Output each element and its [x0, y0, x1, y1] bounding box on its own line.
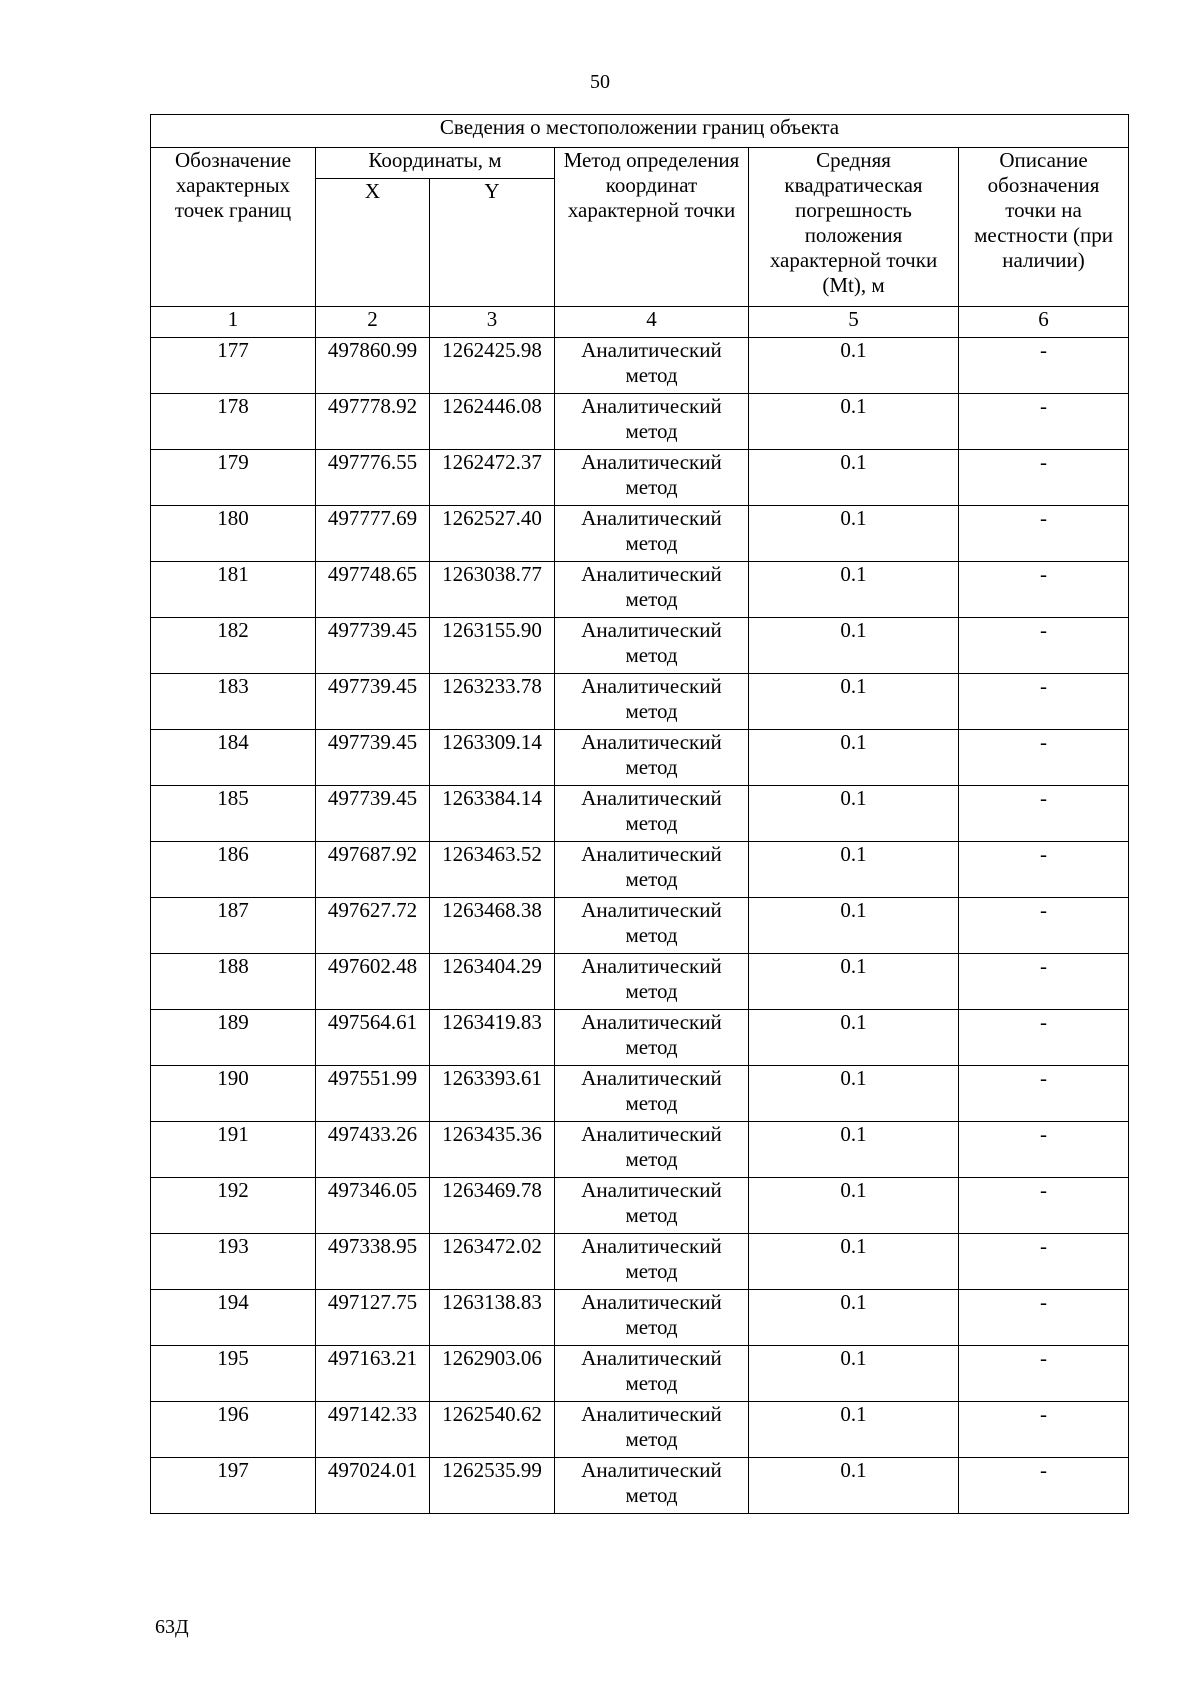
table-row — [151, 618, 1129, 674]
error-cell: 0.1 — [749, 1458, 959, 1514]
x-coordinate-cell: 497777.69 — [316, 506, 430, 562]
point-cell: 194 — [151, 1290, 316, 1346]
y-coordinate-cell: 1263404.29 — [430, 954, 555, 1010]
header-method: Метод определения координат характерной точки — [555, 148, 749, 307]
table-row — [151, 394, 1129, 450]
y-coordinate-cell: 1263233.78 — [430, 674, 555, 730]
y-coordinate-cell: 1263435.36 — [430, 1122, 555, 1178]
error-cell: 0.1 — [749, 450, 959, 506]
point-cell: 192 — [151, 1178, 316, 1234]
x-coordinate-cell: 497776.55 — [316, 450, 430, 506]
description-cell: - — [959, 1010, 1129, 1066]
method-cell: Аналитический метод — [555, 1346, 749, 1402]
method-cell: Аналитический метод — [555, 954, 749, 1010]
table-row — [151, 562, 1129, 618]
boundary-coordinates-table — [150, 114, 1129, 1514]
x-coordinate-cell: 497627.72 — [316, 898, 430, 954]
y-coordinate-cell: 1263138.83 — [430, 1290, 555, 1346]
description-cell: - — [959, 674, 1129, 730]
x-coordinate-cell: 497748.65 — [316, 562, 430, 618]
table-row — [151, 1402, 1129, 1458]
table-row — [151, 954, 1129, 1010]
method-cell: Аналитический метод — [555, 618, 749, 674]
table-row — [151, 898, 1129, 954]
table-row — [151, 506, 1129, 562]
description-cell: - — [959, 450, 1129, 506]
point-cell: 185 — [151, 786, 316, 842]
error-cell: 0.1 — [749, 338, 959, 394]
description-cell: - — [959, 1066, 1129, 1122]
error-cell: 0.1 — [749, 618, 959, 674]
error-cell: 0.1 — [749, 954, 959, 1010]
error-cell: 0.1 — [749, 786, 959, 842]
y-coordinate-cell: 1263038.77 — [430, 562, 555, 618]
method-cell: Аналитический метод — [555, 674, 749, 730]
header-description: Описание обозначения точки на местности (при наличии) — [959, 148, 1129, 307]
method-cell: Аналитический метод — [555, 1458, 749, 1514]
point-cell: 183 — [151, 674, 316, 730]
point-cell: 193 — [151, 1234, 316, 1290]
error-cell: 0.1 — [749, 842, 959, 898]
column-number: 2 — [316, 307, 430, 338]
header-x: X — [316, 179, 430, 307]
method-cell: Аналитический метод — [555, 842, 749, 898]
point-cell: 180 — [151, 506, 316, 562]
column-number: 5 — [749, 307, 959, 338]
table-row — [151, 730, 1129, 786]
x-coordinate-cell: 497564.61 — [316, 1010, 430, 1066]
table-row — [151, 1122, 1129, 1178]
description-cell: - — [959, 618, 1129, 674]
description-cell: - — [959, 1290, 1129, 1346]
header-coordinates: Координаты, м — [316, 148, 555, 179]
method-cell: Аналитический метод — [555, 450, 749, 506]
description-cell: - — [959, 898, 1129, 954]
table-row — [151, 1010, 1129, 1066]
x-coordinate-cell: 497142.33 — [316, 1402, 430, 1458]
method-cell: Аналитический метод — [555, 1402, 749, 1458]
column-number: 4 — [555, 307, 749, 338]
x-coordinate-cell: 497127.75 — [316, 1290, 430, 1346]
method-cell: Аналитический метод — [555, 338, 749, 394]
point-cell: 197 — [151, 1458, 316, 1514]
error-cell: 0.1 — [749, 394, 959, 450]
page-number: 50 — [590, 71, 610, 93]
y-coordinate-cell: 1263469.78 — [430, 1178, 555, 1234]
y-coordinate-cell: 1262903.06 — [430, 1346, 555, 1402]
table-row — [151, 1346, 1129, 1402]
error-cell: 0.1 — [749, 1178, 959, 1234]
error-cell: 0.1 — [749, 562, 959, 618]
description-cell: - — [959, 786, 1129, 842]
table-row — [151, 842, 1129, 898]
table-title: Сведения о местоположении границ объекта — [151, 115, 1129, 148]
method-cell: Аналитический метод — [555, 1234, 749, 1290]
x-coordinate-cell: 497739.45 — [316, 730, 430, 786]
table-row — [151, 1234, 1129, 1290]
description-cell: - — [959, 1178, 1129, 1234]
point-cell: 189 — [151, 1010, 316, 1066]
error-cell: 0.1 — [749, 1066, 959, 1122]
description-cell: - — [959, 954, 1129, 1010]
point-cell: 195 — [151, 1346, 316, 1402]
table-row — [151, 674, 1129, 730]
method-cell: Аналитический метод — [555, 506, 749, 562]
y-coordinate-cell: 1263309.14 — [430, 730, 555, 786]
table-row — [151, 338, 1129, 394]
point-cell: 181 — [151, 562, 316, 618]
method-cell: Аналитический метод — [555, 786, 749, 842]
y-coordinate-cell: 1263419.83 — [430, 1010, 555, 1066]
point-cell: 184 — [151, 730, 316, 786]
error-cell: 0.1 — [749, 1346, 959, 1402]
table-row — [151, 1066, 1129, 1122]
error-cell: 0.1 — [749, 730, 959, 786]
method-cell: Аналитический метод — [555, 1290, 749, 1346]
description-cell: - — [959, 1122, 1129, 1178]
table-title-row — [151, 115, 1129, 148]
y-coordinate-cell: 1262425.98 — [430, 338, 555, 394]
point-cell: 188 — [151, 954, 316, 1010]
x-coordinate-cell: 497687.92 — [316, 842, 430, 898]
y-coordinate-cell: 1263463.52 — [430, 842, 555, 898]
x-coordinate-cell: 497346.05 — [316, 1178, 430, 1234]
y-coordinate-cell: 1263393.61 — [430, 1066, 555, 1122]
y-coordinate-cell: 1262535.99 — [430, 1458, 555, 1514]
method-cell: Аналитический метод — [555, 1178, 749, 1234]
method-cell: Аналитический метод — [555, 562, 749, 618]
description-cell: - — [959, 1402, 1129, 1458]
table-header-row — [151, 148, 1129, 179]
y-coordinate-cell: 1263468.38 — [430, 898, 555, 954]
y-coordinate-cell: 1263472.02 — [430, 1234, 555, 1290]
x-coordinate-cell: 497433.26 — [316, 1122, 430, 1178]
error-cell: 0.1 — [749, 1290, 959, 1346]
x-coordinate-cell: 497602.48 — [316, 954, 430, 1010]
point-cell: 190 — [151, 1066, 316, 1122]
method-cell: Аналитический метод — [555, 1122, 749, 1178]
description-cell: - — [959, 1458, 1129, 1514]
description-cell: - — [959, 562, 1129, 618]
y-coordinate-cell: 1262472.37 — [430, 450, 555, 506]
point-cell: 179 — [151, 450, 316, 506]
table-row — [151, 1290, 1129, 1346]
y-coordinate-cell: 1263155.90 — [430, 618, 555, 674]
point-cell: 191 — [151, 1122, 316, 1178]
column-number-row — [151, 307, 1129, 338]
x-coordinate-cell: 497739.45 — [316, 786, 430, 842]
x-coordinate-cell: 497163.21 — [316, 1346, 430, 1402]
error-cell: 0.1 — [749, 898, 959, 954]
table-row — [151, 450, 1129, 506]
x-coordinate-cell: 497739.45 — [316, 618, 430, 674]
method-cell: Аналитический метод — [555, 1010, 749, 1066]
description-cell: - — [959, 338, 1129, 394]
point-cell: 187 — [151, 898, 316, 954]
header-point-designation: Обозначение характерных точек границ — [151, 148, 316, 307]
column-number: 3 — [430, 307, 555, 338]
error-cell: 0.1 — [749, 506, 959, 562]
table-row — [151, 1178, 1129, 1234]
error-cell: 0.1 — [749, 1010, 959, 1066]
column-number: 6 — [959, 307, 1129, 338]
method-cell: Аналитический метод — [555, 1066, 749, 1122]
description-cell: - — [959, 394, 1129, 450]
x-coordinate-cell: 497551.99 — [316, 1066, 430, 1122]
header-y: Y — [430, 179, 555, 307]
point-cell: 177 — [151, 338, 316, 394]
header-error: Средняя квадратическая погрешность положения характерной точки (Mt), м — [749, 148, 959, 307]
description-cell: - — [959, 1234, 1129, 1290]
description-cell: - — [959, 1346, 1129, 1402]
column-number: 1 — [151, 307, 316, 338]
y-coordinate-cell: 1262446.08 — [430, 394, 555, 450]
footer-code: 63Д — [155, 1616, 189, 1638]
x-coordinate-cell: 497739.45 — [316, 674, 430, 730]
y-coordinate-cell: 1263384.14 — [430, 786, 555, 842]
method-cell: Аналитический метод — [555, 898, 749, 954]
table-row — [151, 786, 1129, 842]
error-cell: 0.1 — [749, 1122, 959, 1178]
error-cell: 0.1 — [749, 1402, 959, 1458]
error-cell: 0.1 — [749, 674, 959, 730]
point-cell: 196 — [151, 1402, 316, 1458]
description-cell: - — [959, 506, 1129, 562]
error-cell: 0.1 — [749, 1234, 959, 1290]
point-cell: 178 — [151, 394, 316, 450]
y-coordinate-cell: 1262527.40 — [430, 506, 555, 562]
description-cell: - — [959, 730, 1129, 786]
point-cell: 182 — [151, 618, 316, 674]
description-cell: - — [959, 842, 1129, 898]
table-row — [151, 1458, 1129, 1514]
y-coordinate-cell: 1262540.62 — [430, 1402, 555, 1458]
method-cell: Аналитический метод — [555, 730, 749, 786]
method-cell: Аналитический метод — [555, 394, 749, 450]
x-coordinate-cell: 497024.01 — [316, 1458, 430, 1514]
point-cell: 186 — [151, 842, 316, 898]
x-coordinate-cell: 497338.95 — [316, 1234, 430, 1290]
x-coordinate-cell: 497860.99 — [316, 338, 430, 394]
x-coordinate-cell: 497778.92 — [316, 394, 430, 450]
